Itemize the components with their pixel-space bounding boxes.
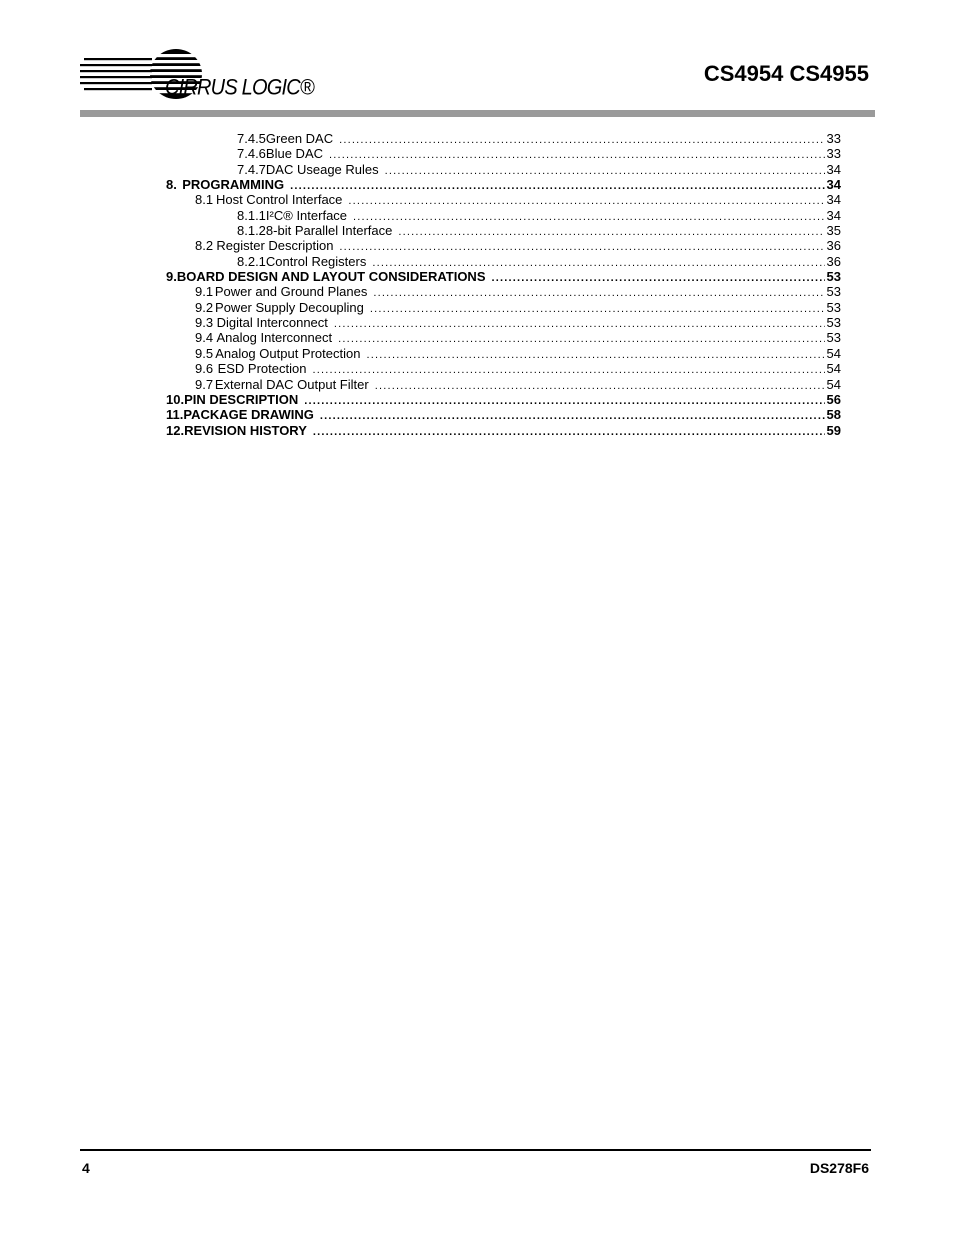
toc-entry-number: 12. bbox=[166, 422, 185, 438]
toc-entry[interactable] bbox=[166, 238, 841, 253]
toc-entry-title: Blue DAC bbox=[265, 146, 323, 162]
toc-entry-page: 53 bbox=[826, 315, 841, 331]
toc-entry-number: 8. bbox=[166, 177, 177, 193]
toc-entry-page: 34 bbox=[826, 192, 841, 208]
toc-entry[interactable] bbox=[166, 392, 841, 407]
toc-entry[interactable] bbox=[166, 315, 841, 330]
toc-entry-number: 8.2.1 bbox=[237, 253, 266, 269]
toc-entry[interactable] bbox=[166, 407, 841, 422]
footer-rule bbox=[80, 1149, 871, 1151]
toc-entry-page: 54 bbox=[826, 345, 841, 361]
toc-entry[interactable] bbox=[166, 330, 841, 345]
toc-entry-number: 8.1 bbox=[195, 192, 214, 208]
toc-entry-title: PACKAGE DRAWING bbox=[183, 407, 314, 423]
toc-entry-title: Digital Interconnect bbox=[216, 315, 328, 331]
toc-entry-number: 8.2 bbox=[195, 238, 214, 254]
toc-entry-title: DAC Useage Rules bbox=[265, 161, 379, 177]
toc-entry[interactable] bbox=[166, 254, 841, 269]
toc-entry-title: 8-bit Parallel Interface bbox=[265, 223, 393, 239]
toc-entry-page: 58 bbox=[826, 407, 841, 423]
toc-entry-title: Power Supply Decoupling bbox=[215, 299, 364, 315]
table-of-contents bbox=[166, 131, 841, 438]
toc-entry[interactable] bbox=[166, 377, 841, 392]
toc-entry-number: 9.6 bbox=[195, 361, 214, 377]
toc-entry-page: 36 bbox=[826, 238, 841, 254]
toc-entry-number: 11. bbox=[166, 407, 184, 423]
toc-entry-number: 9.2 bbox=[195, 299, 214, 315]
toc-entry-page: 33 bbox=[826, 146, 841, 162]
toc-entry-page: 59 bbox=[826, 422, 841, 438]
toc-entry-number: 9.7 bbox=[195, 376, 214, 392]
toc-entry-number: 9. bbox=[166, 269, 177, 285]
toc-entry[interactable] bbox=[166, 346, 841, 361]
brand-name: CIRRUS LOGIC® bbox=[165, 76, 314, 101]
toc-entry-page: 53 bbox=[826, 330, 841, 346]
toc-entry[interactable] bbox=[166, 131, 841, 146]
toc-entry[interactable] bbox=[166, 162, 841, 177]
toc-entry-page: 34 bbox=[826, 207, 841, 223]
toc-entry-number: 8.1.1 bbox=[237, 207, 266, 223]
toc-entry-number: 9.4 bbox=[195, 330, 214, 346]
toc-entry-title: PIN DESCRIPTION bbox=[184, 391, 299, 407]
toc-entry-title: ESD Protection bbox=[217, 361, 307, 377]
toc-entry[interactable] bbox=[166, 284, 841, 299]
toc-entry-number: 10. bbox=[166, 391, 185, 407]
toc-entry-title: Analog Output Protection bbox=[215, 345, 361, 361]
toc-entry[interactable] bbox=[166, 192, 841, 207]
toc-entry-number: 9.5 bbox=[195, 345, 214, 361]
toc-entry-page: 54 bbox=[826, 361, 841, 377]
document-id: DS278F6 bbox=[809, 1160, 869, 1176]
toc-entry-page: 54 bbox=[826, 376, 841, 392]
toc-entry-number: 9.1 bbox=[195, 284, 214, 300]
document-title: CS4954 CS4955 bbox=[703, 61, 869, 86]
toc-entry-number: 7.4.7 bbox=[237, 161, 266, 177]
page-number: 4 bbox=[82, 1160, 90, 1176]
toc-entry-page: 53 bbox=[826, 269, 841, 285]
toc-entry-page: 34 bbox=[826, 177, 841, 193]
toc-entry-number: 9.3 bbox=[195, 315, 214, 331]
toc-dot-leader bbox=[313, 425, 825, 440]
toc-entry-title: Green DAC bbox=[265, 131, 334, 146]
toc-entry[interactable] bbox=[166, 223, 841, 238]
toc-entry[interactable] bbox=[166, 208, 841, 223]
toc-entry[interactable] bbox=[166, 177, 841, 192]
toc-entry-page: 53 bbox=[826, 299, 841, 315]
toc-entry-title: I²C® Interface bbox=[265, 207, 348, 223]
toc-entry-title: Host Control Interface bbox=[215, 192, 343, 208]
toc-entry[interactable] bbox=[166, 269, 841, 284]
toc-entry[interactable] bbox=[166, 300, 841, 315]
toc-entry-page: 53 bbox=[826, 284, 841, 300]
toc-entry-title: PROGRAMMING bbox=[182, 177, 285, 193]
toc-entry-page: 56 bbox=[826, 391, 841, 407]
toc-entry-page: 36 bbox=[826, 253, 841, 269]
toc-entry-page: 35 bbox=[826, 223, 841, 239]
toc-entry-title: External DAC Output Filter bbox=[214, 376, 369, 392]
toc-entry[interactable] bbox=[166, 146, 841, 161]
toc-entry-page: 34 bbox=[826, 161, 841, 177]
toc-entry[interactable] bbox=[166, 423, 841, 438]
toc-entry-number: 7.4.6 bbox=[237, 146, 266, 162]
toc-entry-title: BOARD DESIGN AND LAYOUT CONSIDERATIONS bbox=[176, 269, 486, 285]
toc-entry-title: REVISION HISTORY bbox=[184, 422, 307, 438]
toc-entry-number: 8.1.2 bbox=[237, 223, 266, 239]
toc-entry-page: 33 bbox=[826, 131, 841, 146]
toc-entry-title: Control Registers bbox=[265, 253, 367, 269]
toc-entry[interactable] bbox=[166, 361, 841, 376]
toc-entry-title: Register Description bbox=[216, 238, 334, 254]
toc-entry-number: 7.4.5 bbox=[237, 131, 266, 146]
header-rule bbox=[80, 110, 875, 117]
toc-entry-title: Analog Interconnect bbox=[216, 330, 333, 346]
toc-entry-title: Power and Ground Planes bbox=[214, 284, 368, 300]
